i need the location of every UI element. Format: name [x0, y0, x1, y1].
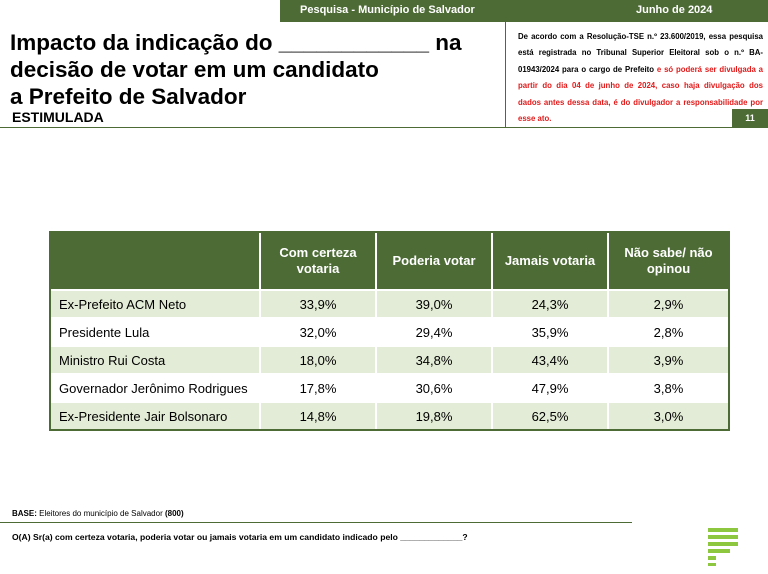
- base-text: Eleitores do município de Salvador: [36, 509, 165, 518]
- row-label: Ex-Presidente Jair Bolsonaro: [51, 401, 261, 429]
- table-cell: 3,8%: [609, 373, 728, 401]
- table-cell: 19,8%: [377, 401, 493, 429]
- title-line-1: Impacto da indicação do ____________ na: [10, 30, 462, 55]
- table-cell: 43,4%: [493, 345, 609, 373]
- results-table-container: [49, 231, 730, 431]
- row-label: Ministro Rui Costa: [51, 345, 261, 373]
- column-header: [51, 233, 261, 289]
- column-header: Poderia votar: [377, 233, 493, 289]
- footer-divider: [0, 522, 632, 523]
- table-cell: 24,3%: [493, 289, 609, 317]
- table-cell: 2,8%: [609, 317, 728, 345]
- row-label: Presidente Lula: [51, 317, 261, 345]
- column-header: Com certeza votaria: [261, 233, 377, 289]
- table-cell: 47,9%: [493, 373, 609, 401]
- table-cell: 14,8%: [261, 401, 377, 429]
- table-cell: 30,6%: [377, 373, 493, 401]
- table-cell: 3,0%: [609, 401, 728, 429]
- table-cell: 39,0%: [377, 289, 493, 317]
- table-cell: 32,0%: [261, 317, 377, 345]
- column-header: Não sabe/ não opinou: [609, 233, 728, 289]
- header-bar: [280, 0, 768, 22]
- legal-notice-warning: e só poderá ser divulgada a partir do dia 04 de junho de 2024, caso haja divulgação dos dados antes dessa data, é do divulgador a responsabilidade por esse ato.: [518, 64, 763, 124]
- table-cell: 17,8%: [261, 373, 377, 401]
- table-cell: 33,9%: [261, 289, 377, 317]
- table-row: [51, 289, 728, 317]
- results-table: [51, 233, 728, 429]
- table-cell: 29,4%: [377, 317, 493, 345]
- table-row: [51, 401, 728, 429]
- table-cell: 62,5%: [493, 401, 609, 429]
- table-cell: 2,9%: [609, 289, 728, 317]
- legal-notice-main: De acordo com a Resolução-TSE n.º 23.600/2019, essa pesquisa está registrada no Tribunal Superior Eleitoral sob o n.º BA-01943/2024 para o cargo de Prefeito: [518, 32, 763, 74]
- table-cell: 18,0%: [261, 345, 377, 373]
- survey-question: O(A) Sr(a) com certeza votaria, poderia votar ou jamais votaria em um candidato indicado pelo _____________?: [12, 532, 468, 542]
- header-divider-vertical: [505, 22, 506, 128]
- title-line-3: a Prefeito de Salvador: [10, 84, 247, 109]
- column-header: Jamais votaria: [493, 233, 609, 289]
- table-header-row: [51, 233, 728, 289]
- title-line-2: decisão de votar em um candidato: [10, 57, 379, 82]
- header-divider: [0, 127, 768, 128]
- brand-logo-icon: [706, 526, 742, 566]
- table-cell: 34,8%: [377, 345, 493, 373]
- table-cell: 3,9%: [609, 345, 728, 373]
- table-row: [51, 373, 728, 401]
- survey-label: Pesquisa - Município de Salvador: [300, 4, 475, 16]
- page-subtitle: ESTIMULADA: [12, 109, 104, 125]
- page-title: [10, 29, 500, 110]
- base-label: BASE:: [12, 509, 37, 518]
- row-label: Ex-Prefeito ACM Neto: [51, 289, 261, 317]
- table-row: [51, 345, 728, 373]
- table-cell: 35,9%: [493, 317, 609, 345]
- base-count: (800): [164, 509, 184, 518]
- page-number: 11: [732, 109, 768, 127]
- date-label: Junho de 2024: [636, 4, 713, 16]
- legal-notice: [518, 29, 763, 127]
- table-row: [51, 317, 728, 345]
- base-note: [12, 509, 184, 518]
- row-label: Governador Jerônimo Rodrigues: [51, 373, 261, 401]
